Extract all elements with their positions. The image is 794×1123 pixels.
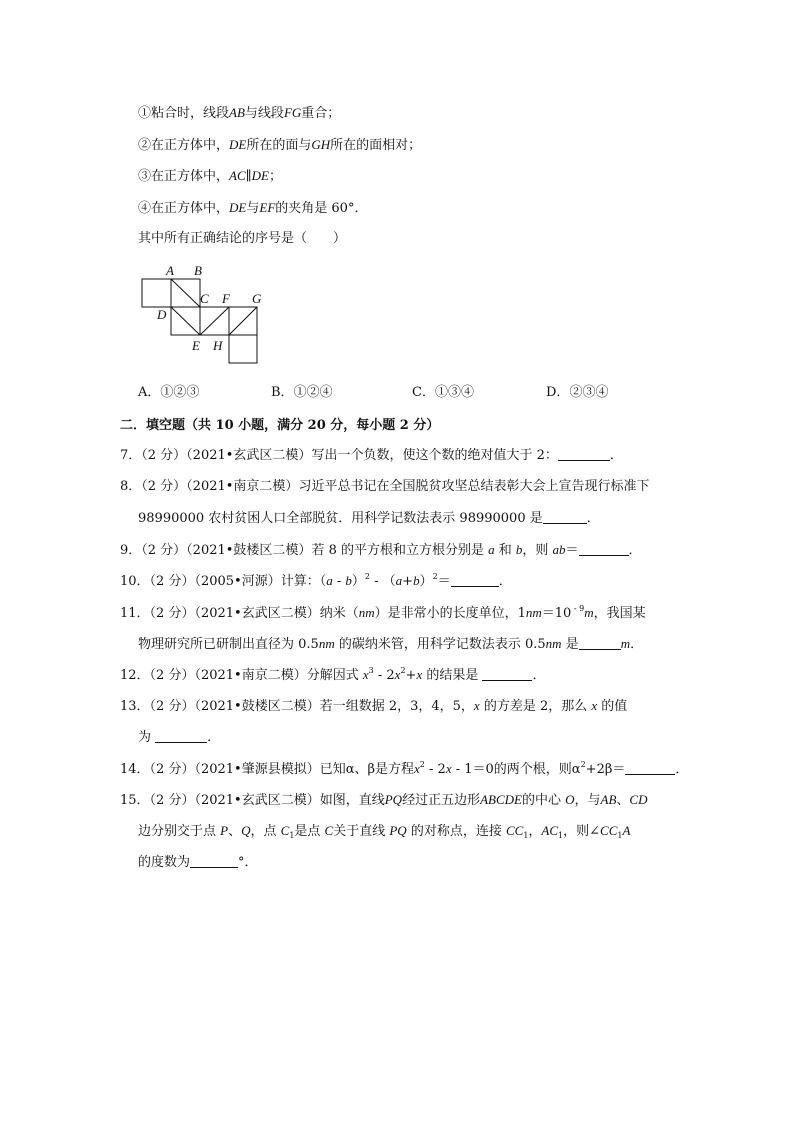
statement-3: ③在正方体中，AC∥DE；	[138, 168, 282, 184]
question-15-line-3: 的度数为 °．	[138, 855, 258, 870]
net-square-1	[142, 279, 171, 307]
question-15-line-2: 边分别交于点 P、Q，点 $C_1$是点 C关于直线 PQ 的对称点，连接 $CC_1$，$AC_1$，则$\angle CC_1A$	[138, 823, 631, 840]
question-7: 7．（2 分）（2021•玄武区二模）写出一个负数，使这个数的绝对值大于 2： ．	[120, 448, 623, 463]
question-11: 11．（2 分）（2021•玄武区二模）纳米（nm）是非常小的长度单位，1nm＝10 $^{- 9}$m，我国某	[120, 604, 646, 621]
option-c[interactable]: C．①③④	[412, 385, 474, 400]
diagonal-hg	[229, 307, 257, 335]
answer-blank-13[interactable]	[155, 729, 207, 743]
question-12: 12．（2 分）（2021•南京二模）分解因式 $x^3 - 2x^2+x$ 的结果是 ．	[120, 666, 546, 683]
answer-blank-7[interactable]	[558, 447, 610, 461]
question-15: 15．（2 分）（2021•玄武区二模）如图，直线PQ经过正五边形ABCDE的中心 O，与AB、CD	[120, 792, 648, 808]
answer-blank-15[interactable]	[190, 854, 238, 868]
answer-blank-9[interactable]	[579, 542, 629, 556]
option-d[interactable]: D．②③④	[546, 385, 609, 400]
question-10: 10．（2 分）（2005•河源）计算：$(a - b)^2 - (a+b)^2=$ ．	[120, 572, 512, 589]
answer-blank-10[interactable]	[451, 573, 499, 587]
label-h: H	[213, 338, 223, 353]
label-b: B	[194, 263, 202, 278]
question-prompt: 其中所有正确结论的序号是（ ）	[138, 231, 347, 246]
question-9: 9．（2 分）（2021•鼓楼区二模）若 8 的平方根和立方根分别是 a 和 b，则 ab＝ ．	[120, 542, 642, 558]
question-14: 14．（2 分）（2021•肇源县模拟）已知α、β是方程$x^2 - 2x - 1=0$的两个根，则$\alpha^2+2\beta=$ ．	[120, 760, 689, 777]
diagonal-ac	[171, 279, 200, 307]
cube-net-figure	[130, 260, 280, 370]
label-g: G	[252, 291, 262, 306]
answer-blank-8[interactable]	[543, 510, 587, 524]
question-11-line-2: 物理研究所已研制出直径为 0.5nm 的碳纳米管，用科学记数法表示 0.5nm 是 m．	[138, 636, 644, 652]
question-13: 13．（2 分）（2021•鼓楼区二模）若一组数据 2，3，4，5，x 的方差是 2，那么 x 的值	[120, 698, 628, 714]
label-d: D	[157, 307, 167, 322]
answer-blank-14[interactable]	[625, 761, 675, 775]
net-square-6	[229, 335, 257, 363]
label-f: F	[222, 291, 230, 306]
answer-blank-12[interactable]	[482, 667, 532, 681]
question-8: 8．（2 分）（2021•南京二模）习近平总书记在全国脱贫攻坚总结表彰大会上宣告现行标准下	[120, 479, 650, 494]
statement-2: ②在正方体中，DE所在的面与GH所在的面相对；	[138, 137, 422, 153]
question-13-line-2: 为 ．	[138, 730, 221, 745]
diagonal-de	[171, 307, 200, 335]
question-8-line-2: 98990000 农村贫困人口全部脱贫．用科学记数法表示 98990000 是 ．	[138, 511, 600, 526]
section-title: 二．填空题（共 10 小题，满分 20 分，每小题 2 分）	[120, 418, 440, 433]
answer-blank-11[interactable]	[579, 636, 621, 650]
diagonal-ef	[200, 307, 229, 335]
statement-1: ①粘合时，线段AB与线段FG重合；	[138, 105, 341, 121]
option-b[interactable]: B．①②④	[271, 385, 333, 400]
label-c: C	[200, 291, 209, 306]
option-a[interactable]: A．①②③	[138, 385, 200, 400]
statement-4: ④在正方体中，DE与EF的夹角是 60°．	[138, 200, 368, 216]
label-a: A	[166, 263, 174, 278]
label-e: E	[192, 338, 200, 353]
